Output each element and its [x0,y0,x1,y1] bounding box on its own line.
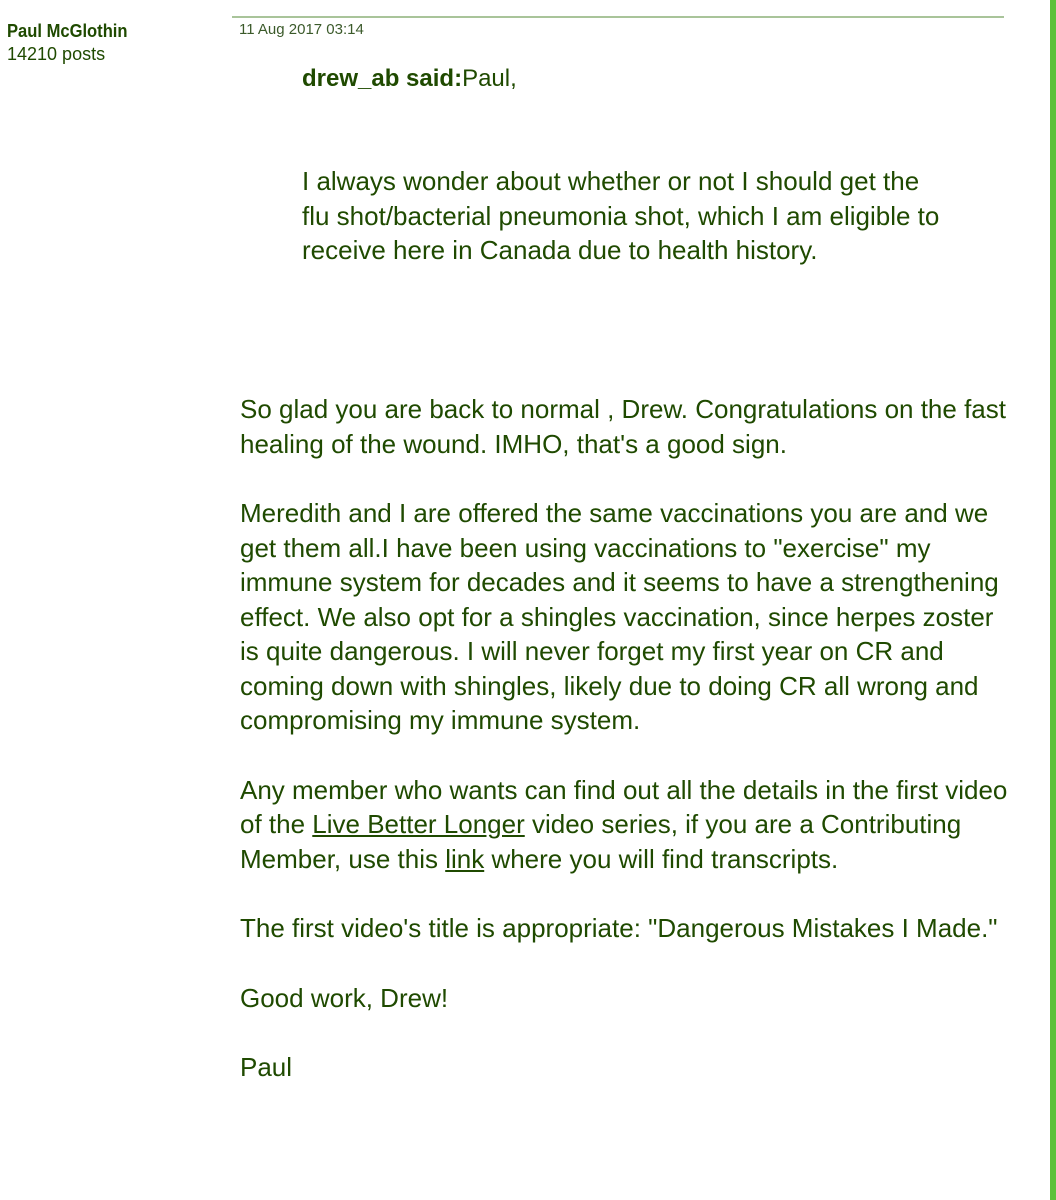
post-body [240,392,1010,1120]
quote-block [302,62,982,268]
post-divider [232,16,1004,18]
quote-author: drew_ab said: [302,65,463,92]
post-signature: Paul [240,1052,293,1082]
author-post-count: 14210 posts [7,44,106,64]
quote-first-line: Paul, [462,65,517,92]
post-paragraph-links [240,773,1010,877]
post-author-panel [7,20,227,66]
link-paragraph-text: video series, if you are a Contributing Member, use this [240,809,962,874]
post-paragraph: The first video's title is appropriate: "Dangerous Mistakes I Made." [240,913,998,943]
post-paragraph: So glad you are back to normal , Drew. Congratulations on the fast healing of the wound. IMHO, that's a good sign. [240,394,1006,459]
transcripts-link[interactable]: link [445,843,485,874]
post-paragraph: Good work, Drew! [240,982,449,1013]
page-edge-bar [1050,0,1056,1200]
post-timestamp: 11 Aug 2017 03:14 [239,21,364,38]
link-paragraph-text: where you will find transcripts. [484,843,839,874]
author-name[interactable]: Paul McGlothin [7,21,128,41]
quote-header [302,62,982,96]
quote-body: I always wonder about whether or not I should get the flu shot/bacterial pneumonia shot, which I am eligible to receive here in Canada due to health history. [302,166,940,265]
live-better-longer-link[interactable]: Live Better Longer [312,809,525,839]
post-paragraph: Meredith and I are offered the same vaccinations you are and we get them all.I have been using vaccinations to "exercise" my immune system for decades and it seems to have a strengthening effect. We also opt for a shingles vaccination, since herpes zoster is quite dangerous. I will never forget my first year on CR and coming down with shingles, likely due to doing CR all wrong and compromising my immune system. [240,498,999,735]
link-paragraph-text: Any member who wants can find out all the details in the first video of the [240,774,1008,839]
